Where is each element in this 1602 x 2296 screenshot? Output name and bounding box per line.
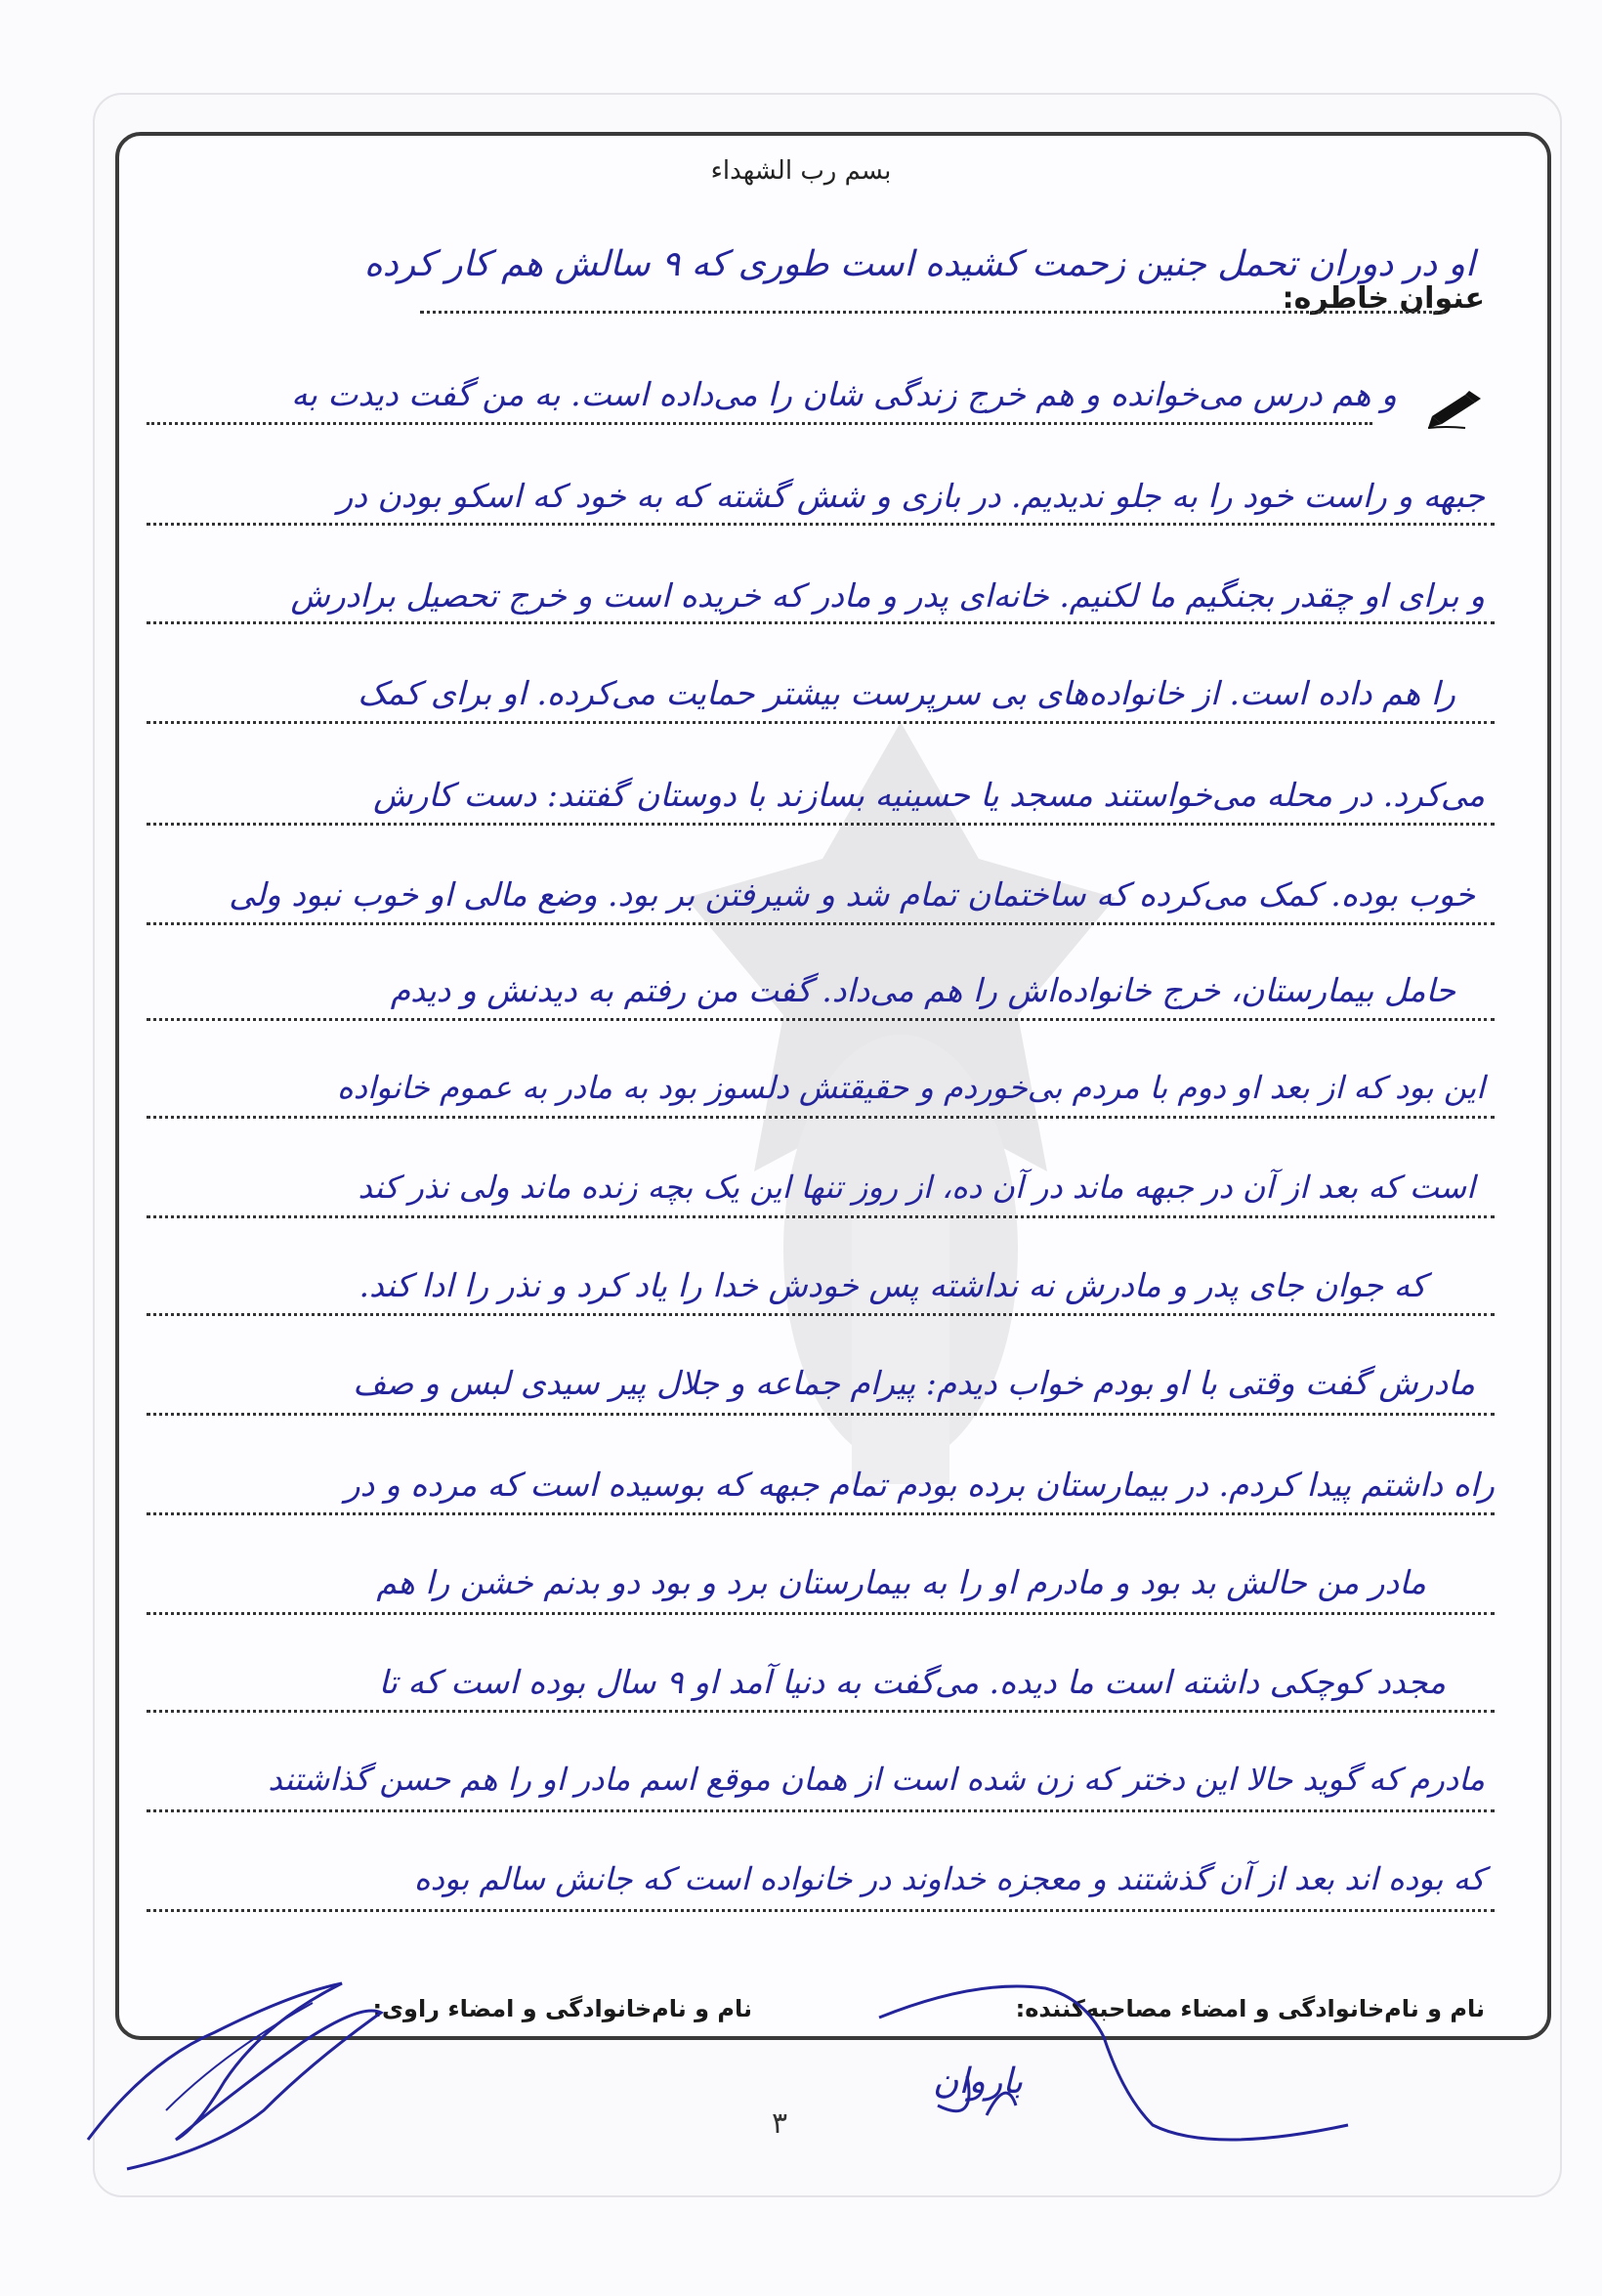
handwritten-line: که جوان جای پدر و مادرش نه نداشته پس خودش خدا را یاد کرد و نذر را ادا کند.: [358, 1266, 1426, 1304]
guideline: [147, 1313, 1495, 1316]
handwritten-line: خوب بوده. کمک می‌کرده که ساختمان تمام شد و شیرفتن بر بود. وضع مالی او خوب نبود ولی: [229, 875, 1475, 914]
guideline: [147, 621, 1495, 624]
guideline: [147, 1512, 1495, 1515]
guideline: [147, 1116, 1495, 1119]
guideline: [147, 1413, 1495, 1416]
page-header: بسم رب الشهداء: [710, 156, 892, 186]
handwritten-line: مادرش گفت وقتی با او بودم خواب دیدم: پیرام جماعه و جلال پیر سیدی لبس و صف: [353, 1364, 1475, 1402]
guideline: [147, 823, 1495, 826]
guideline: [147, 523, 1495, 526]
guideline: [147, 721, 1495, 724]
interviewer-handwritten-name: باروان: [933, 2062, 1024, 2102]
handwritten-line: حامل بیمارستان، خرج خانواده‌اش را هم می‌داد. گفت من رفتم به دیدنش و دیدم: [390, 971, 1455, 1009]
memory-title-label: عنوان خاطره:: [1282, 281, 1485, 316]
handwritten-title: او در دوران تحمل جنین زحمت کشیده است طوری که ۹ سالش هم کار کرده: [363, 244, 1475, 284]
handwritten-line: مجدد کوچکی داشته است ما دیده. می‌گفت به دنیا آمد او ۹ سال بوده است که تا: [378, 1663, 1446, 1701]
handwritten-line: را هم داده است. از خانواده‌های بی سرپرست بیشتر حمایت می‌کرده. او برای کمک: [358, 674, 1455, 712]
guideline: [147, 1215, 1495, 1218]
guideline: [147, 422, 1372, 425]
handwritten-line: که بوده اند بعد از آن گذشتند و معجزه خداوند در خانواده است که جانش سالم بوده: [413, 1860, 1485, 1897]
guideline: [147, 922, 1495, 925]
narrator-signature: [68, 1944, 391, 2179]
guideline: [147, 1612, 1495, 1615]
handwritten-line: مادرم که گوید حالا این دختر که زن شده است از همان موقع اسم مادر او را هم حسن گذاشتند: [268, 1761, 1485, 1798]
handwritten-line: این بود که از بعد او دوم با مردم بی‌خوردم و حقیقتش دلسوز بود به مادر به عموم خانواده: [336, 1069, 1485, 1106]
guideline: [147, 1809, 1495, 1812]
pen-icon: [1426, 387, 1485, 430]
handwritten-line: است که بعد از آن در جبهه ماند در آن ده، از روز تنها این یک بچه زنده ماند ولی نذر کند: [358, 1169, 1475, 1206]
page-number: ۳: [772, 2106, 788, 2141]
guideline: [147, 1909, 1495, 1912]
handwritten-line: می‌کرد. در محله می‌خواستند مسجد یا حسینیه بسازند با دوستان گفتند: دست کارش: [373, 776, 1485, 814]
narrator-label: نام و نام‌خانوادگی و امضاء راوی:: [372, 1995, 752, 2022]
guideline: [420, 311, 1446, 314]
handwritten-line: مادر من حالش بد بود و مادرم او را به بیمارستان برد و بود دو بدنم خشن را هم: [376, 1563, 1426, 1601]
handwritten-line: راه داشتم پیدا کردم. در بیمارستان برده بودم تمام جبهه که بوسیده است که مرده و در: [344, 1466, 1495, 1504]
guideline: [147, 1018, 1495, 1021]
handwritten-line: جبهه و راست خود را به جلو ندیدیم. در بازی و شش گشته که به خود که اسکو بودن در: [337, 477, 1485, 515]
interviewer-label: نام و نام‌خانوادگی و امضاء مصاحبه‌کننده:: [1015, 1995, 1485, 2022]
guideline: [147, 1710, 1495, 1713]
handwritten-line: و هم درس می‌خوانده و هم خرج زندگی شان را می‌داده است. به من گفت دیدت به: [291, 375, 1397, 413]
handwritten-line: و برای او چقدر بجنگیم ما لکنیم. خانه‌ای پدر و مادر که خریده است و خرج تحصیل برادرش: [290, 576, 1485, 615]
